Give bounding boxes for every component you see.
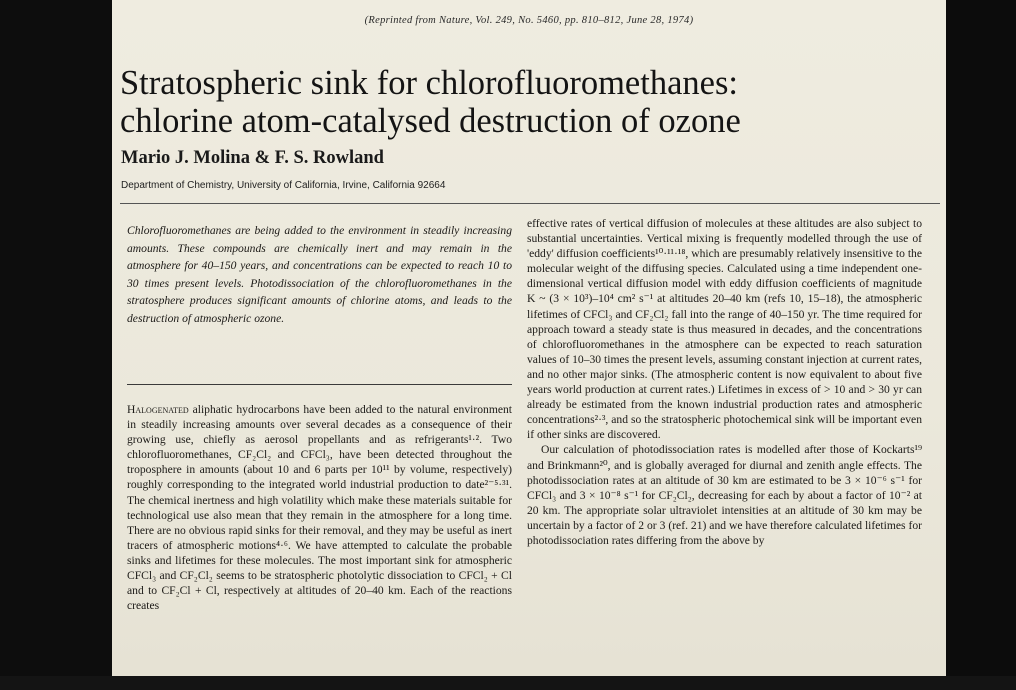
header-divider	[120, 203, 940, 204]
body-column-right	[527, 216, 922, 548]
title-line-1: Stratospheric sink for chlorofluoromethanes:	[120, 64, 738, 102]
slide-frame-right	[946, 0, 1016, 690]
body-left-text: aliphatic hydrocarbons have been added to the natural environment in steadily increasing amounts over several decades as a consequence of their growing use, chiefly as aerosol propellants and as refrigerants¹·². Two chlorofluoromethanes, CF₂Cl₂ and CFCl₃, have been detected throughout the troposphere in amounts (about 10 and 6 parts per 10¹¹ by volume, respectively) roughly corresponding to the integrated world industrial production to date²⁻⁵·³¹. The chemical inertness and high volatility which make these materials suitable for technological use also mean that they remain in the atmosphere for a long time. There are no obvious rapid sinks for their removal, and they may be useful as inert tracers of atmospheric motions⁴·⁶. We have attempted to calculate the probable sinks and lifetimes for these molecules. The most important sink for atmospheric CFCl₃ and CF₂Cl₂ seems to be stratospheric photolytic dissociation to CFCl₂ + Cl and to CF₂Cl + Cl, respectively at altitudes of 20–40 km. Each of the reactions creates	[127, 403, 512, 613]
abstract-divider	[127, 384, 512, 385]
paper-page	[112, 0, 946, 676]
body-column-left	[127, 402, 512, 613]
body-lead-word: Halogenated	[127, 403, 189, 416]
body-right-paragraph-1: effective rates of vertical diffusion of molecules at these altitudes are also subject to substantial uncertainties. Vertical mixing is frequently modelled through the use of 'eddy' diffusion coefficients¹⁰·¹¹·¹⁸, which are presumably relatively insensitive to the molecular weight of the diffusing species. Calculated using a time independent one-dimensional vertical diffusion model with eddy diffusion coefficients of magnitude K ~ (3 × 10³)–10⁴ cm² s⁻¹ at altitudes 20–40 km (refs 10, 15–18), the atmospheric lifetimes of CFCl₃ and CF₂Cl₂ fall into the range of 40–150 yr. The time required for approach toward a steady state is thus measured in decades, and the concentrations of chlorofluoromethanes in the atmosphere can be expected to reach saturation values of 10–30 times the present levels, assuming constant injection at current rates, and no other major sinks. (The atmospheric content is now equivalent to about five years world production at current rates.) Lifetimes in excess of > 10 and > 30 yr can already be estimated from the known industrial production rates and atmospheric concentrations²·³, and so the stratospheric photochemical sink will be important even if other sinks are discovered.	[527, 217, 922, 442]
abstract-text: Chlorofluoromethanes are being added to the environment in steadily increasing amounts. These compounds are chemically inert and may remain in the atmosphere for 40–150 years, and concentrations can be expected to reach 10 to 30 times present levels. Photodissociation of the chlorofluoromethanes in the stratosphere produces significant amounts of chlorine atoms, and leads to the destruction of atmospheric ozone.	[127, 224, 512, 325]
author-affiliation: Department of Chemistry, University of California, Irvine, California 92664	[121, 180, 446, 191]
title-line-2: chlorine atom-catalysed destruction of ozone	[120, 102, 741, 140]
body-right-paragraph-2: Our calculation of photodissociation rates is modelled after those of Kockarts¹⁹ and Brinkmann²⁰, and is globally averaged for diurnal and zenith angle effects. The photodissociation rates at an altitude of 30 km are estimated to be 3 × 10⁻⁶ s⁻¹ for CFCl₃ and 3 × 10⁻⁸ s⁻¹ for CF₂Cl₂, decreasing for each by about a factor of 10⁻² at 20 km. The appropriate solar ultraviolet intensities at an altitude of 30 km may be uncertain by a factor of 2 or 3 (ref. 21) and we have therefore calculated lifetimes for photodissociation rates differing from the above by	[527, 443, 922, 547]
reprint-note: (Reprinted from Nature, Vol. 249, No. 5460, pp. 810–812, June 28, 1974)	[364, 15, 694, 26]
slide-frame-bottom	[0, 676, 1016, 690]
article-title	[120, 64, 946, 140]
slide-frame-left	[0, 0, 112, 690]
article-authors: Mario J. Molina & F. S. Rowland	[121, 148, 384, 168]
